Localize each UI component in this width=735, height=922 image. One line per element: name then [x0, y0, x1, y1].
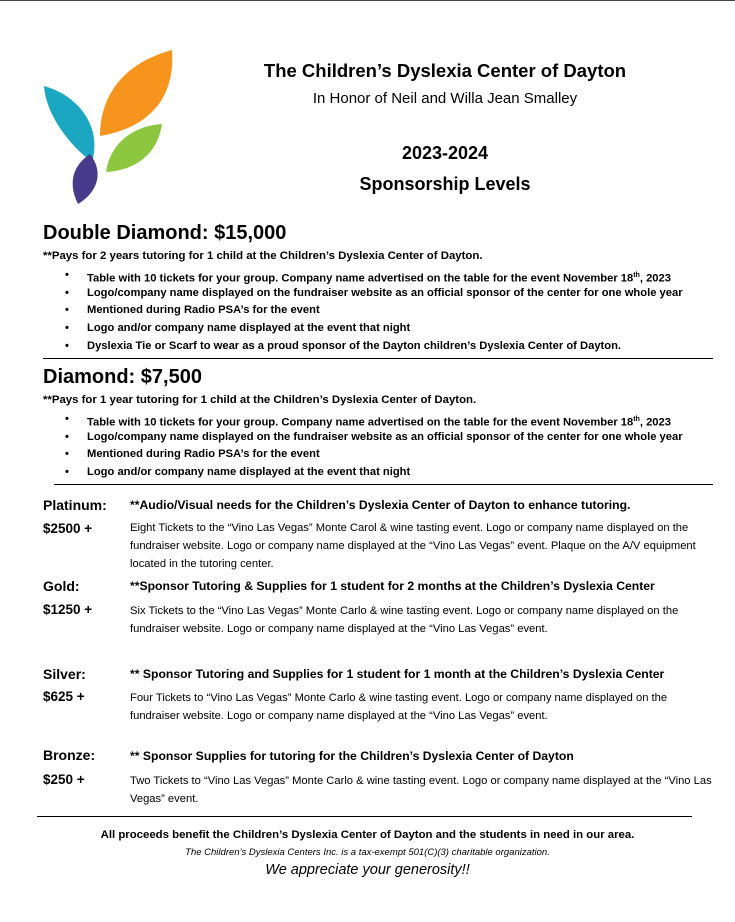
benefit-text: Mentioned during Radio PSA’s for the event — [87, 448, 320, 461]
diamond-pays: **Pays for 1 year tutoring for 1 child at the Children’s Dyslexia Center of Dayton. — [43, 394, 477, 406]
benefit-item — [0, 302, 683, 320]
tier-headline-silver: ** Sponsor Tutoring and Supplies for 1 student for 1 month at the Children’s Dyslexia Center — [130, 667, 665, 681]
ordinal-suffix: th — [633, 272, 640, 279]
tier-name-platinum: Platinum: — [43, 497, 107, 513]
tier-name-bronze: Bronze: — [43, 747, 96, 763]
leaves-logo-icon — [40, 44, 180, 206]
benefit-item — [0, 411, 683, 429]
top-border — [0, 0, 735, 1]
diamond-title: Diamond: $7,500 — [43, 366, 202, 388]
tier-price-gold: $1250 + — [43, 602, 93, 617]
benefit-item — [0, 267, 683, 285]
honor-subtitle: In Honor of Neil and Willa Jean Smalley — [312, 90, 578, 107]
footer-divider — [37, 816, 692, 817]
tier-headline-platinum: **Audio/Visual needs for the Children’s Dyslexia Center of Dayton to enhance tutoring. — [130, 498, 631, 512]
benefit-item — [0, 320, 683, 338]
benefit-text: Table with 10 tickets for your group. Company name advertised on the table for the event November 18 — [87, 272, 634, 285]
bullet-icon: • — [65, 304, 69, 317]
benefit-item — [0, 464, 683, 482]
benefit-item — [0, 285, 683, 303]
double-diamond-benefits — [0, 267, 683, 355]
year-range: 2023-2024 — [401, 143, 489, 163]
purple-leaf — [73, 154, 98, 204]
benefit-text: Mentioned during Radio PSA’s for the event — [87, 304, 320, 317]
benefit-text: Logo/company name displayed on the fundraiser website as an official sponsor of the center for one whole year — [87, 286, 683, 299]
teal-leaf — [44, 86, 94, 162]
benefit-text-tail: , 2023 — [639, 416, 671, 429]
diamond-benefits — [0, 411, 683, 482]
levels-heading: Sponsorship Levels — [359, 174, 531, 194]
thanks-note: We appreciate your generosity!! — [265, 862, 470, 878]
tier-description-silver: Four Tickets to “Vino Las Vegas” Monte Carlo & wine tasting event. Logo or company name displayed on the fundraiser website. Logo or company name displayed at the “Vino Las Vegas” event. — [130, 692, 668, 722]
tier-headline-gold: **Sponsor Tutoring & Supplies for 1 student for 2 months at the Children’s Dyslexia Center — [130, 579, 655, 593]
benefit-item — [0, 338, 683, 356]
center-title: The Children’s Dyslexia Center of Dayton — [263, 60, 627, 81]
proceeds-note: All proceeds benefit the Children’s Dyslexia Center of Dayton and the students in need in our area. — [100, 829, 635, 841]
bullet-icon: • — [65, 413, 69, 425]
tier-name-gold: Gold: — [43, 578, 80, 594]
tax-exempt-note: The Children’s Dyslexia Centers Inc. is a tax-exempt 501(C)(3) charitable organization. — [185, 847, 550, 858]
benefit-text-tail: , 2023 — [639, 272, 671, 285]
double-diamond-pays: **Pays for 2 years tutoring for 1 child at the Children’s Dyslexia Center of Dayton. — [43, 250, 483, 262]
bullet-icon: • — [65, 466, 69, 479]
tier-description-gold: Six Tickets to the “Vino Las Vegas” Monte Carlo & wine tasting event. Logo or company name displayed on the fundraiser website. Logo or company name displayed at the “Vino Las Vegas” event. — [130, 605, 679, 635]
tier-headline-bronze: ** Sponsor Supplies for tutoring for the Children’s Dyslexia Center of Dayton — [130, 749, 574, 763]
bullet-icon: • — [65, 448, 69, 461]
bullet-icon: • — [65, 322, 69, 335]
tier-price-platinum: $2500 + — [43, 521, 93, 536]
orange-leaf — [100, 50, 172, 136]
divider — [43, 358, 713, 359]
tier-description-platinum: Eight Tickets to the “Vino Las Vegas” Monte Carol & wine tasting event. Logo or company name displayed on the fundraiser website. Logo or company name displayed at the “Vino Las Vegas” event. Plaque on the A/V equipment located in the tutoring center. — [130, 522, 696, 570]
bullet-icon: • — [65, 286, 69, 299]
tier-description-bronze: Two Tickets to “Vino Las Vegas” Monte Carlo & wine tasting event. Logo or company name displayed at the “Vino Las Vegas” event. — [130, 775, 712, 805]
tier-price-bronze: $250 + — [43, 772, 85, 787]
benefit-item — [0, 429, 683, 447]
divider — [54, 484, 713, 485]
benefit-text: Logo and/or company name displayed at the event that night — [87, 322, 411, 335]
benefit-text: Logo/company name displayed on the fundraiser website as an official sponsor of the center for one whole year — [87, 430, 683, 443]
bullet-icon: • — [65, 430, 69, 443]
benefit-item — [0, 446, 683, 464]
bullet-icon: • — [65, 269, 69, 281]
bullet-icon: • — [65, 339, 69, 352]
ordinal-suffix: th — [633, 416, 640, 423]
tier-name-silver: Silver: — [43, 666, 86, 682]
benefit-text: Dyslexia Tie or Scarf to wear as a proud sponsor of the Dayton children’s Dyslexia Center of Dayton. — [87, 339, 622, 352]
benefit-text: Logo and/or company name displayed at the event that night — [87, 466, 411, 479]
tier-price-silver: $625 + — [43, 689, 85, 704]
benefit-text: Table with 10 tickets for your group. Company name advertised on the table for the event November 18 — [87, 416, 634, 429]
double-diamond-title: Double Diamond: $15,000 — [43, 222, 287, 244]
